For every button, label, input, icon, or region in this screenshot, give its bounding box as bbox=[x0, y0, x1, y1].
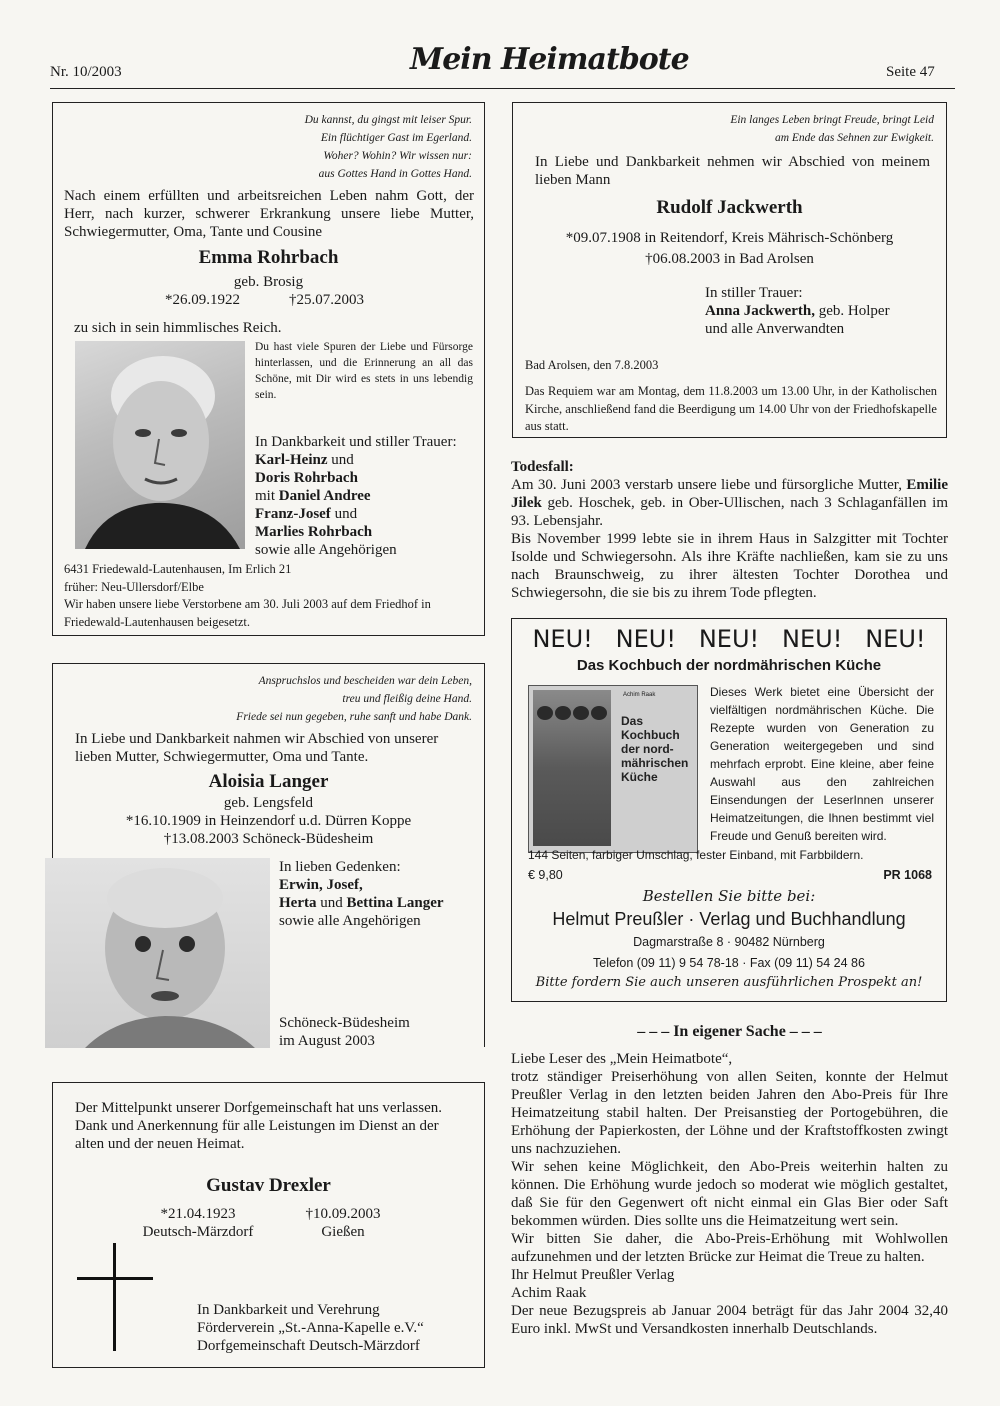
langer-intro: In Liebe und Dankbarkeit nahmen wir Abschied von unserer lieben Mutter, Schwiegermutter, Oma und Tante. bbox=[75, 731, 439, 765]
issue-number: Nr. 10/2003 bbox=[50, 64, 122, 80]
drexler-died: †10.09.2003 Gießen bbox=[305, 1206, 381, 1240]
header-rule bbox=[50, 88, 955, 89]
rohrbach-reich: zu sich in sein himmlisches Reich. bbox=[74, 320, 282, 336]
ad-description: Dieses Werk bietet eine Übersicht der vielfältigen nordmährischen Küche. Die Rezepte wurden von Generation zu Generation weitergegeben und sind mehrfach erprobt. Eine kleine, aber feine Auswahl aus den zahlreichen Einsendungen der LeserInnen unserer Heimatzeitungen, die Ihnen bestimmt viel Freude und Genuß bereiten wird. bbox=[710, 685, 934, 843]
jackwerth-motto: Ein langes Leben bringt Freude, bringt Leid am Ende das Sehnen zur Ewigkeit. bbox=[730, 114, 934, 144]
ad-phone: Telefon (09 11) 9 54 78-18 · Fax (09 11) 54 24 86 bbox=[593, 956, 865, 970]
portrait-elderly-woman-icon bbox=[45, 858, 270, 1048]
obituary-drexler bbox=[52, 1082, 485, 1368]
eigene-heading: – – – In eigener Sache – – – bbox=[637, 1023, 822, 1040]
jackwerth-requiem: Das Requiem war am Montag, dem 11.8.2003 um 13.00 Uhr, in der Katholischen Kirche, anschließend fand die Beerdigung um 14.00 Uhr von der Friedhofskapelle aus statt. bbox=[525, 384, 937, 433]
langer-name: Aloisia Langer bbox=[208, 771, 329, 792]
rohrbach-died: †25.07.2003 bbox=[289, 292, 364, 308]
todesfall-heading: Todesfall: bbox=[511, 459, 574, 475]
jackwerth-place-date: Bad Arolsen, den 7.8.2003 bbox=[525, 358, 659, 372]
langer-maiden: geb. Lengsfeld bbox=[223, 795, 314, 811]
langer-portrait bbox=[45, 858, 270, 1048]
portrait-elderly-woman-icon bbox=[75, 341, 245, 549]
jackwerth-name: Rudolf Jackwerth bbox=[656, 197, 803, 218]
jackwerth-intro: In Liebe und Dankbarkeit nehmen wir Abschied von meinem lieben Mann bbox=[535, 154, 930, 188]
jackwerth-died: †06.08.2003 in Bad Arolsen bbox=[645, 251, 814, 267]
rohrbach-intro: Nach einem erfüllten und arbeitsreichen Leben nahm Gott, der Herr, nach kurzer, schwerer Erkrankung unsere liebe Mutter, Schwiegermutter, Oma, Tante und Cousine bbox=[64, 188, 474, 240]
drexler-thanks: In Dankbarkeit und Verehrung Förderverein „St.-Anna-Kapelle e.V.“ Dorfgemeinschaft Deutsch-Märzdorf bbox=[197, 1302, 424, 1354]
jackwerth-mourners: In stiller Trauer: Anna Jackwerth, geb. Holper und alle Anverwandten bbox=[705, 285, 890, 337]
rohrbach-mourners: In Dankbarkeit und stiller Trauer: Karl-Heinz und Doris Rohrbach mit Daniel Andree Franz-Josef und Marlies Rohrbach sowie alle Angehörigen bbox=[255, 434, 457, 558]
ad-prospekt: Bitte fordern Sie auch unseren ausführlichen Prospekt an! bbox=[535, 975, 923, 990]
ad-title: Das Kochbuch der nordmährischen Küche bbox=[576, 657, 882, 674]
rohrbach-born: *26.09.1922 bbox=[165, 292, 240, 308]
ad-neu-banner: NEU! NEU! NEU! NEU! NEU! bbox=[532, 625, 926, 653]
langer-motto: Anspruchslos und bescheiden war dein Leben, treu und fleißig deine Hand. Friede sei nun gegeben, ruhe sanft und habe Dank. bbox=[236, 675, 472, 723]
cookbook-ad bbox=[511, 618, 947, 1002]
cross-icon bbox=[77, 1243, 153, 1353]
obituary-langer bbox=[52, 663, 485, 1047]
ad-specs: 144 Seiten, farbiger Umschlag, fester Einband, mit Farbbildern. bbox=[528, 848, 864, 862]
ad-product-code: PR 1068 bbox=[883, 868, 932, 882]
rohrbach-name: Emma Rohrbach bbox=[198, 247, 339, 268]
cookbook-cover-title: Das Kochbuch der nord-mährischen Küche bbox=[621, 714, 689, 784]
ad-street: Dagmarstraße 8 · 90482 Nürnberg bbox=[633, 935, 825, 949]
drexler-intro: Der Mittelpunkt unserer Dorfgemeinschaft hat uns verlassen. Dank und Anerkennung für alle Leistungen im Dienst an der alten und der neuen Heimat. bbox=[75, 1100, 442, 1152]
obituary-rohrbach bbox=[52, 102, 485, 636]
langer-place-date: Schöneck-Büdesheim im August 2003 bbox=[279, 1015, 410, 1049]
obituary-jackwerth bbox=[512, 102, 947, 438]
ad-order-label: Bestellen Sie bitte bei: bbox=[642, 887, 816, 905]
ad-price: € 9,80 bbox=[528, 868, 563, 882]
drexler-born: *21.04.1923 Deutsch-Märzdorf bbox=[142, 1206, 254, 1240]
rohrbach-portrait bbox=[75, 341, 245, 549]
todesfall-notice: Todesfall: Am 30. Juni 2003 verstarb unsere liebe und fürsorgliche Mutter, Emilie Jilek geb. Hoschek, geb. in Ober-Ullischen, nach 3 Schlaganfällen im 93. Lebensjahr. Bis November 1999 lebte sie in ihrem Haus in Salzgitter mit Tochter Isolde und Schwiegersohn. Als ihre Kräfte nachließen, kam sie zu uns nach Braunschweig, zu ihrer ältesten Tochter Dorothea und Schwiegersohn, die sie bis zu ihrem Tode pflegten. bbox=[511, 459, 948, 601]
rohrbach-footer: 6431 Friedewald-Lautenhausen, Im Erlich 21 früher: Neu-Ullersdorf/Elbe Wir haben unsere liebe Verstorbene am 30. Juli 2003 auf dem Friedhof in Friedewald-Lautenhausen beigesetzt. bbox=[64, 562, 431, 629]
rohrbach-maiden: geb. Brosig bbox=[233, 274, 304, 290]
jackwerth-born: *09.07.1908 in Reitendorf, Kreis Mährisch-Schönberg bbox=[565, 230, 894, 246]
cookbook-cover: Achim Raak Das Kochbuch der nord-mährischen Küche bbox=[528, 685, 698, 853]
eigene-text: Liebe Leser des „Mein Heimatbote“, trotz ständiger Preiserhöhung von allen Seiten, konnte der Helmut Preußler Verlag in den letzten beiden Jahren den Abo-Preis für Ihre Heimatzeitung stabil halten. Der Preisanstieg der Portogebühren, die Erhöhung der Papierkosten, der Löhne und der Kraftstoffkosten zwingt uns nachzuziehen. Wir sehen keine Möglichkeit, den Abo-Preis weiterhin halten zu können. Die Erhöhung wurde jedoch so moderat wie möglich gestaltet, daß Sie für den Gegenwert oft nicht einmal ein Glas Bier oder Saft bekommen würden. Dies sollte uns die Heimatzeitung wert sein. Wir bitten Sie daher, die Abo-Preis-Erhöhung mit Wohlwollen aufzunehmen und der letzten Brücke zur Heimat die Treue zu halten. Ihr Helmut Preußler Verlag Achim Raak Der neue Bezugspreis ab Januar 2004 beträgt für das Jahr 2004 32,40 Euro inkl. MwSt und Versandkosten innerhalb Deutschlands. bbox=[511, 1051, 948, 1337]
ad-publisher: Helmut Preußler · Verlag und Buchhandlung bbox=[552, 909, 906, 929]
rohrbach-quote: Du hast viele Spuren der Liebe und Fürsorge hinterlassen, und die Erinnerung an all das Schöne, mit Dir wird es stets in uns lebendig sein. bbox=[255, 341, 473, 401]
langer-born: *16.10.1909 in Heinzendorf u.d. Dürren Koppe bbox=[125, 813, 412, 829]
page-number: Seite 47 bbox=[886, 64, 935, 80]
rohrbach-motto: Du kannst, du gingst mit leiser Spur. Ein flüchtiger Gast im Egerland. Woher? Wohin? Wir wissen nur: aus Gottes Hand in Gottes Hand. bbox=[304, 114, 472, 180]
drexler-name: Gustav Drexler bbox=[206, 1175, 331, 1196]
langer-mourners: In lieben Gedenken: Erwin, Josef, Herta und Bettina Langer sowie alle Angehörigen bbox=[279, 859, 444, 929]
langer-died: †13.08.2003 Schöneck-Büdesheim bbox=[163, 831, 374, 847]
masthead-logo: Mein Heimatbote bbox=[410, 42, 689, 77]
